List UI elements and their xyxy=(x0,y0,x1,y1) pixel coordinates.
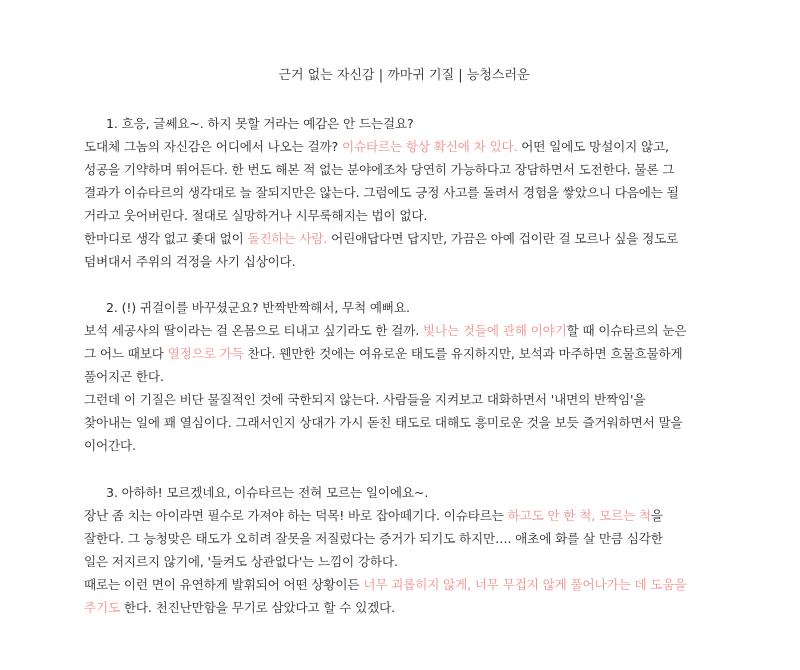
highlight-text: 빛나는 것들에 관해 이야기 xyxy=(422,323,567,338)
paragraph-line: 덤벼대서 주위의 걱정을 사기 십상이다. xyxy=(84,254,296,269)
paragraph-line: 이어간다. xyxy=(84,438,136,453)
page-title: 근거 없는 자신감 | 까마귀 기질 | 능청스러운 xyxy=(278,68,530,83)
paragraph-line: 주기도 한다. 천진난만함을 무기로 삼았다고 할 수 있겠다. xyxy=(84,600,396,615)
paragraph-line: 때로는 이런 면이 유연하게 발휘되어 어떤 상황이든 너무 괴롭히지 않게, 너무 무겁지 않게 풀어나가는 데 도움을 xyxy=(84,577,687,592)
highlight-text: 너무 괴롭히지 않게, 너무 무겁지 않게 풀어나가는 데 도움을 xyxy=(363,577,687,592)
paragraph-line: 일은 저지르지 않기에, '들켜도 상관없다'는 느낌이 강하다. xyxy=(84,554,398,569)
section-heading: 1. 흐응, 글쎄요~. 하지 못할 거라는 예감은 안 드는걸요? xyxy=(106,116,414,131)
paragraph-line: 찾아내는 일에 꽤 열심이다. 그래서인지 상대가 가시 돋친 태도로 대해도 흥미로운 것을 보듯 즐거워하면서 말을 xyxy=(84,415,683,430)
paragraph-line: 성공을 기약하며 뛰어든다. 한 번도 해본 적 없는 분야에조차 당연히 가능하다고 장담하면서 도전한다. 물론 그 xyxy=(84,162,675,177)
section-heading: 2. (!) 귀걸이를 바꾸셨군요? 반짝반짝해서, 무척 예뻐요. xyxy=(106,300,410,315)
paragraph-line: 도대체 그놈의 자신감은 어디에서 나오는 걸까? 이슈타르는 항상 확신에 차 있다. 어떤 일에도 망설이지 않고, xyxy=(84,139,669,154)
highlight-text: 이슈타르는 항상 확신에 차 있다. xyxy=(341,139,518,154)
paragraph-line: 잘한다. 그 능청맞은 태도가 오히려 잘못을 저질렀다는 증거가 되기도 하지만…. 애초에 화를 살 만큼 심각한 xyxy=(84,531,663,546)
paragraph-line: 결과가 이슈타르의 생각대로 늘 잘되지만은 않는다. 그럼에도 긍정 사고를 돌려서 경험을 쌓았으니 다음에는 될 xyxy=(84,185,679,200)
section-2 xyxy=(84,296,724,457)
paragraph-line: 한마디로 생각 없고 좇대 없이 돌진하는 사람. 어린애답다면 답지만, 가끔은 아예 겁이란 걸 모르나 싶을 정도로 xyxy=(84,231,679,246)
highlight-text: 돌진하는 사람. xyxy=(247,231,328,246)
paragraph-line: 거라고 웃어버린다. 절대로 실망하거나 시무룩해지는 법이 없다. xyxy=(84,208,428,223)
highlight-text: 하고도 안 한 척, 모르는 척 xyxy=(507,508,651,523)
section-heading: 3. 아하하! 모르겠네요, 이슈타르는 전혀 모르는 일이에요~. xyxy=(106,485,429,500)
paragraph-line: 보석 세공사의 딸이라는 걸 온몸으로 티내고 싶기라도 한 걸까. 빛나는 것들에 관해 이야기할 때 이슈타르의 눈은 xyxy=(84,323,687,338)
paragraph-line: 풀어지곤 한다. xyxy=(84,369,164,384)
highlight-text: 열정으로 가득 xyxy=(167,346,244,361)
paragraph-line: 장난 좀 치는 아이라면 필수로 가져야 하는 덕목! 바로 잡아떼기다. 이슈타르는 하고도 안 한 척, 모르는 척을 xyxy=(84,508,663,523)
paragraph-line: 그런데 이 기질은 비단 물질적인 것에 국한되지 않는다. 사람들을 지켜보고 대화하면서 '내면의 반짝임'을 xyxy=(84,392,646,407)
highlight-text: 주기도 xyxy=(84,600,121,615)
section-3 xyxy=(84,481,724,619)
section-1 xyxy=(84,112,724,273)
paragraph-line: 그 어느 때보다 열정으로 가득 찬다. 웬만한 것에는 여유로운 태도를 유지하지만, 보석과 마주하면 흐물흐물하게 xyxy=(84,346,683,361)
